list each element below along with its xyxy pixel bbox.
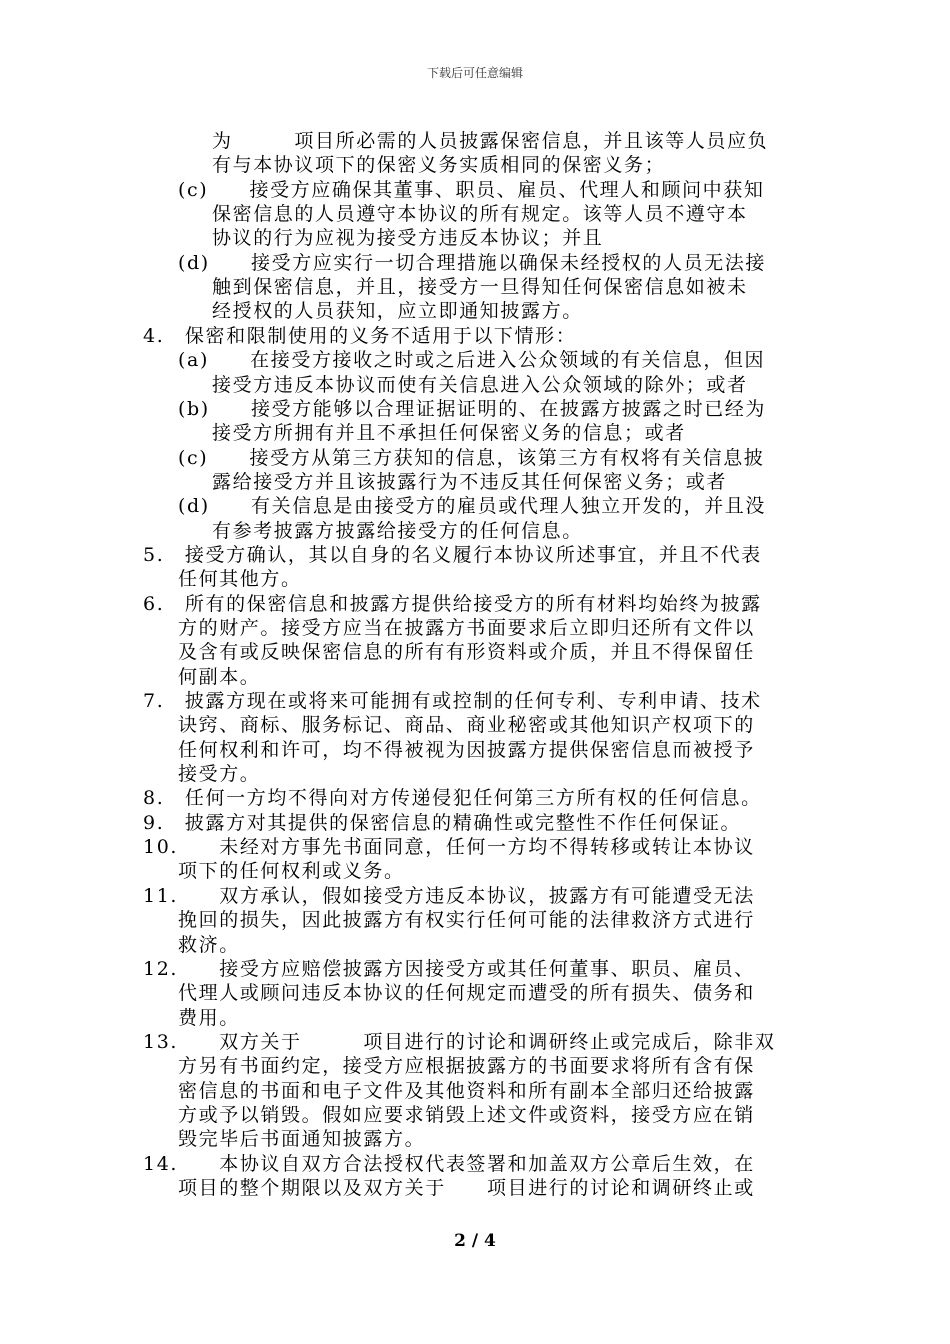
text-line: 接受方违反本协议而使有关信息进入公众领域的除外；或者 — [212, 374, 748, 396]
text-line: 费用。 — [178, 1007, 240, 1029]
text-line: (c) 接受方从第三方获知的信息，该第三方有权将有关信息披 — [178, 447, 765, 469]
text-line: 4. 保密和限制使用的义务不适用于以下情形： — [143, 325, 577, 347]
text-line: 11. 双方承认，假如接受方违反本协议，披露方有可能遭受无法 — [143, 885, 755, 907]
text-line: 及含有或反映保密信息的所有有形资料或介质，并且不得保留任 — [178, 641, 755, 663]
page-number: 2 / 4 — [454, 1231, 496, 1251]
text-line: 经授权的人员获知，应立即通知披露方。 — [212, 300, 583, 322]
text-line: 9. 披露方对其提供的保密信息的精确性或完整性不作任何保证。 — [143, 812, 742, 834]
text-line: 救济。 — [178, 934, 240, 956]
text-line: 密信息的书面和电子文件及其他资料和所有副本全部归还给披露 — [178, 1080, 755, 1102]
text-line: 项下的任何权利或义务。 — [178, 860, 405, 882]
text-line: 诀窍、商标、服务标记、商品、商业秘密或其他知识产权项下的 — [178, 714, 755, 736]
text-line: (d) 有关信息是由接受方的雇员或代理人独立开发的，并且没 — [178, 495, 766, 517]
text-line: 代理人或顾问违反本协议的任何规定而遭受的所有损失、债务和 — [178, 982, 755, 1004]
text-line: 挽回的损失，因此披露方有权实行任何可能的法律救济方式进行 — [178, 909, 755, 931]
text-line: 协议的行为应视为接受方违反本协议；并且 — [212, 227, 604, 249]
text-line: 为 项目所必需的人员披露保密信息，并且该等人员应负 — [212, 130, 769, 152]
text-line: 触到保密信息，并且，接受方一旦得知任何保密信息如被未 — [212, 276, 748, 298]
text-line: 13. 双方关于 项目进行的讨论和调研终止或完成后，除非双 — [143, 1031, 776, 1053]
text-line: 8. 任何一方均不得向对方传递侵犯任何第三方所有权的任何信息。 — [143, 787, 762, 809]
text-line: 何副本。 — [178, 666, 261, 688]
text-line: 14. 本协议自双方合法授权代表签署和加盖双方公章后生效，在 — [143, 1153, 755, 1175]
text-line: 有与本协议项下的保密义务实质相同的保密义务； — [212, 154, 666, 176]
text-line: 保密信息的人员遵守本协议的所有规定。该等人员不遵守本 — [212, 203, 748, 225]
text-line: (d) 接受方应实行一切合理措施以确保未经授权的人员无法接 — [178, 252, 766, 274]
text-line: 12. 接受方应赔偿披露方因接受方或其任何董事、职员、雇员、 — [143, 958, 755, 980]
text-line: 露给接受方并且该披露行为不违反其任何保密义务；或者 — [212, 471, 728, 493]
text-line: 任何其他方。 — [178, 568, 302, 590]
text-line: 接受方所拥有并且不承担任何保密义务的信息；或者 — [212, 422, 686, 444]
text-line: (c) 接受方应确保其董事、职员、雇员、代理人和顾问中获知 — [178, 179, 765, 201]
text-line: 项目的整个期限以及双方关于 项目进行的讨论和调研终止或 — [178, 1177, 755, 1199]
text-line: 接受方。 — [178, 763, 261, 785]
text-line: 10. 未经对方事先书面同意，任何一方均不得转移或转让本协议 — [143, 836, 755, 858]
text-line: 方的财产。接受方应当在披露方书面要求后立即归还所有文件以 — [178, 617, 755, 639]
text-line: (b) 接受方能够以合理证据证明的、在披露方披露之时已经为 — [178, 398, 766, 420]
text-line: 毁完毕后书面通知披露方。 — [178, 1128, 426, 1150]
text-line: 7. 披露方现在或将来可能拥有或控制的任何专利、专利申请、技术 — [143, 690, 762, 712]
text-line: (a) 在接受方接收之时或之后进入公众领域的有关信息，但因 — [178, 349, 766, 371]
text-line: 6. 所有的保密信息和披露方提供给接受方的所有材料均始终为披露 — [143, 593, 762, 615]
text-line: 方另有书面约定，接受方应根据披露方的书面要求将所有含有保 — [178, 1055, 755, 1077]
text-line: 5. 接受方确认，其以自身的名义履行本协议所述事宜，并且不代表 — [143, 544, 762, 566]
text-line: 任何权利和许可，均不得被视为因披露方提供保密信息而被授予 — [178, 739, 755, 761]
page-header: 下载后可任意编辑 — [426, 66, 523, 80]
text-line: 方或予以销毁。假如应要求销毁上述文件或资料，接受方应在销 — [178, 1104, 755, 1126]
text-line: 有参考披露方披露给接受方的任何信息。 — [212, 520, 583, 542]
